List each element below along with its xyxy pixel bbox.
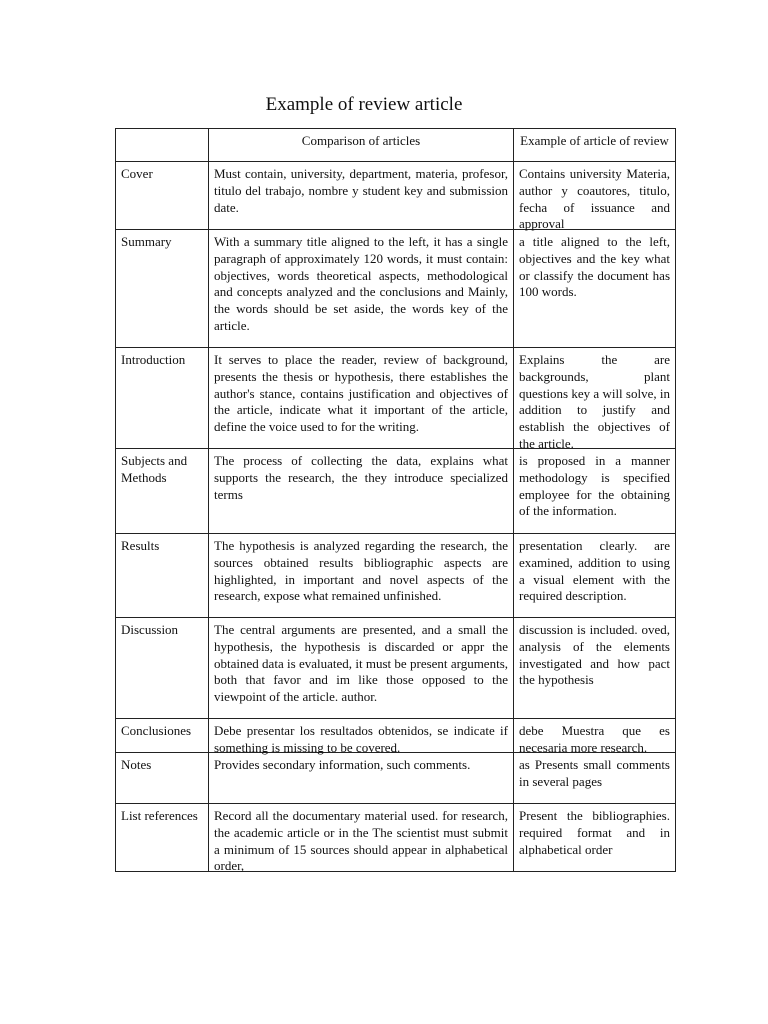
header-cell-example: Example of article of review: [520, 133, 669, 148]
header-cell-comparison: Comparison of articles: [209, 129, 514, 161]
example-cell: Present the bibliographies. required format and in alphabetical order: [519, 808, 670, 857]
table-row: [115, 618, 676, 719]
table-row: [115, 449, 676, 534]
row-label: Results: [116, 534, 209, 617]
comparison-cell: The hypothesis is analyzed regarding the research, the sources obtained results bibliographic aspects are highlighted, in important and novel aspects of the research, expose what remained unfinished.: [209, 534, 514, 617]
row-label: List references: [116, 804, 209, 871]
example-cell: Explains the are backgrounds, plant questions key a will solve, in addition to justify and establish the objectives of the article.: [519, 352, 670, 451]
example-cell: a title aligned to the left, objectives and the key what or classify the document has 100 words.: [519, 234, 670, 300]
table-row: [115, 719, 676, 753]
document-title: Example of review article: [265, 94, 463, 115]
table-row: [115, 534, 676, 618]
row-label: Discussion: [116, 618, 209, 718]
row-label: Summary: [116, 230, 209, 347]
table-row: [115, 753, 676, 804]
row-label: Subjects and Methods: [116, 449, 209, 533]
row-label: Cover: [116, 162, 209, 229]
table-row: [115, 162, 676, 230]
table-row: [115, 804, 676, 872]
table-header-row: [115, 128, 676, 162]
example-cell: as Presents small comments in several pages: [519, 757, 670, 789]
comparison-cell: Record all the documentary material used. for research, the academic article or in the The scientist must submit a minimum of 15 sources should appear in alphabetical order,: [209, 804, 514, 871]
example-cell: Contains university Materia, author y coautores, titulo, fecha of issuance and approval: [519, 166, 670, 232]
row-label: Conclusiones: [116, 719, 209, 752]
row-label: Notes: [116, 753, 209, 803]
table-row: [115, 230, 676, 348]
comparison-cell: The process of collecting the data, explains what supports the research, the they introduce specialized terms: [209, 449, 514, 533]
table-row: [115, 348, 676, 449]
example-cell: presentation clearly. are examined, addition to using a visual element with the required description.: [519, 538, 670, 604]
comparison-cell: It serves to place the reader, review of background, presents the thesis or hypothesis, there establishes the author's stance, contains justification and objectives of the article, indicate what it important of the article, define the voice used to for the writing.: [209, 348, 514, 448]
comparison-cell: With a summary title aligned to the left, it has a single paragraph of approximately 120 words, it must contain: objectives, words theoretical aspects, methodological and concepts analyzed and the conclusions and Mainly, the words should be set aside, the words key of the article.: [209, 230, 514, 347]
comparison-table: [115, 128, 676, 872]
header-cell-section: [116, 129, 209, 161]
comparison-cell: Must contain, university, department, materia, profesor, titulo del trabajo, nombre y student key and submission date.: [209, 162, 514, 229]
example-cell: debe Muestra que es necesaria more research.: [519, 723, 670, 755]
row-label: Introduction: [116, 348, 209, 448]
example-cell: discussion is included. oved, analysis of the elements investigated and how pact the hypothesis: [519, 622, 670, 688]
comparison-cell: Provides secondary information, such comments.: [209, 753, 514, 803]
comparison-cell: Debe presentar los resultados obtenidos, se indicate if something is missing to be covered.: [209, 719, 514, 752]
comparison-cell: The central arguments are presented, and a small the hypothesis, the hypothesis is discarded or appr the obtained data is evaluated, it must be present arguments, both that favor and im like those opposed to the viewpoint of the article. author.: [209, 618, 514, 718]
example-cell: is proposed in a manner methodology is specified employee for the obtaining of the information.: [519, 453, 670, 519]
